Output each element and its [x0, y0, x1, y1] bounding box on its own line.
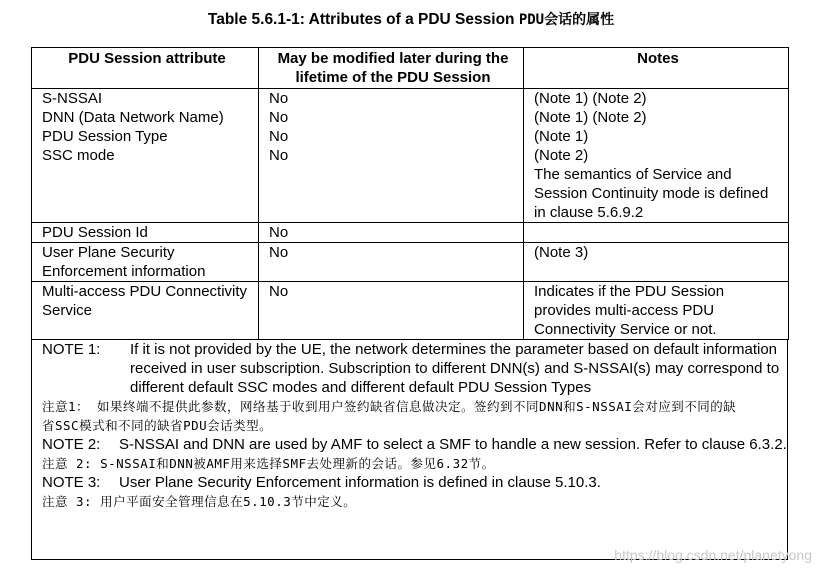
cell-notes: (Note 2) The semantics of Service and Session Continuity mode is defined in clause 5.6.9.2 — [524, 146, 789, 223]
note-1-chinese: 注意1： 如果终端不提供此参数，网络基于收到用户签约缺省信息做决定。签约到不同DNN和S-NSSAI会对应到不同的缺省SSC模式和不同的缺省PDU会话类型。 — [42, 399, 737, 433]
cell-modified: No — [259, 146, 524, 223]
header-attribute: PDU Session attribute — [32, 48, 259, 89]
cell-notes: (Note 1) (Note 2) — [524, 108, 789, 127]
note-3-text: User Plane Security Enforcement information is defined in clause 5.10.3. — [119, 474, 601, 491]
table-title-cjk: PDU会话的属性 — [518, 12, 615, 28]
note-1 — [42, 340, 787, 397]
table-row — [32, 146, 789, 223]
table-row — [32, 108, 789, 127]
table-title-text: Table 5.6.1-1: Attributes of a PDU Session — [207, 11, 515, 28]
cell-notes: (Note 1) — [524, 127, 789, 146]
note-1-text: If it is not provided by the UE, the network determines the parameter based on default information received in user subscription. Subscription to different DNN(s) and S-NSSAI(s) may correspond to different default SSC modes and different default PDU Session Types — [130, 341, 780, 396]
table-row — [32, 223, 789, 243]
cell-attribute: Multi-access PDU Connectivity Service — [32, 282, 259, 340]
header-modified: May be modified later during the lifetime of the PDU Session — [259, 48, 524, 89]
table-row — [32, 282, 789, 340]
cell-notes: (Note 1) (Note 2) — [524, 89, 789, 109]
note-2-chinese: 注意 2: S-NSSAI和DNN被AMF用来选择SMF去处理新的会话。参见6.32节。 — [42, 456, 495, 471]
table-header-row — [32, 48, 789, 89]
cell-modified: No — [259, 89, 524, 109]
note-3-label: NOTE 3: — [42, 474, 101, 491]
note-2-label: NOTE 2: — [42, 436, 101, 453]
cell-attribute: DNN (Data Network Name) — [32, 108, 259, 127]
cell-attribute: PDU Session Type — [32, 127, 259, 146]
note-2 — [42, 435, 787, 454]
cell-modified: No — [259, 127, 524, 146]
notes-section — [31, 340, 788, 560]
cell-attribute: SSC mode — [32, 146, 259, 223]
table-row — [32, 127, 789, 146]
cell-attribute: User Plane Security Enforcement information — [32, 243, 259, 282]
cell-attribute: PDU Session Id — [32, 223, 259, 243]
attributes-table — [31, 47, 789, 340]
cell-notes — [524, 223, 789, 243]
cell-modified: No — [259, 223, 524, 243]
table-row — [32, 89, 789, 109]
note-3 — [42, 473, 787, 492]
cell-notes: (Note 3) — [524, 243, 789, 282]
table-row — [32, 243, 789, 282]
note-2-text: S-NSSAI and DNN are used by AMF to select a SMF to handle a new session. Refer to clause 6.3.2. — [119, 436, 787, 453]
table-title — [0, 9, 822, 29]
note-3-chinese: 注意 3: 用户平面安全管理信息在5.10.3节中定义。 — [42, 494, 357, 509]
header-notes: Notes — [524, 48, 789, 89]
cell-modified: No — [259, 282, 524, 340]
note-1-label: NOTE 1: — [42, 341, 101, 358]
cell-modified: No — [259, 243, 524, 282]
cell-modified: No — [259, 108, 524, 127]
cell-notes: Indicates if the PDU Session provides multi-access PDU Connectivity Service or not. — [524, 282, 789, 340]
cell-attribute: S-NSSAI — [32, 89, 259, 109]
watermark: https://blog.csdn.net/planetyong — [614, 547, 812, 563]
